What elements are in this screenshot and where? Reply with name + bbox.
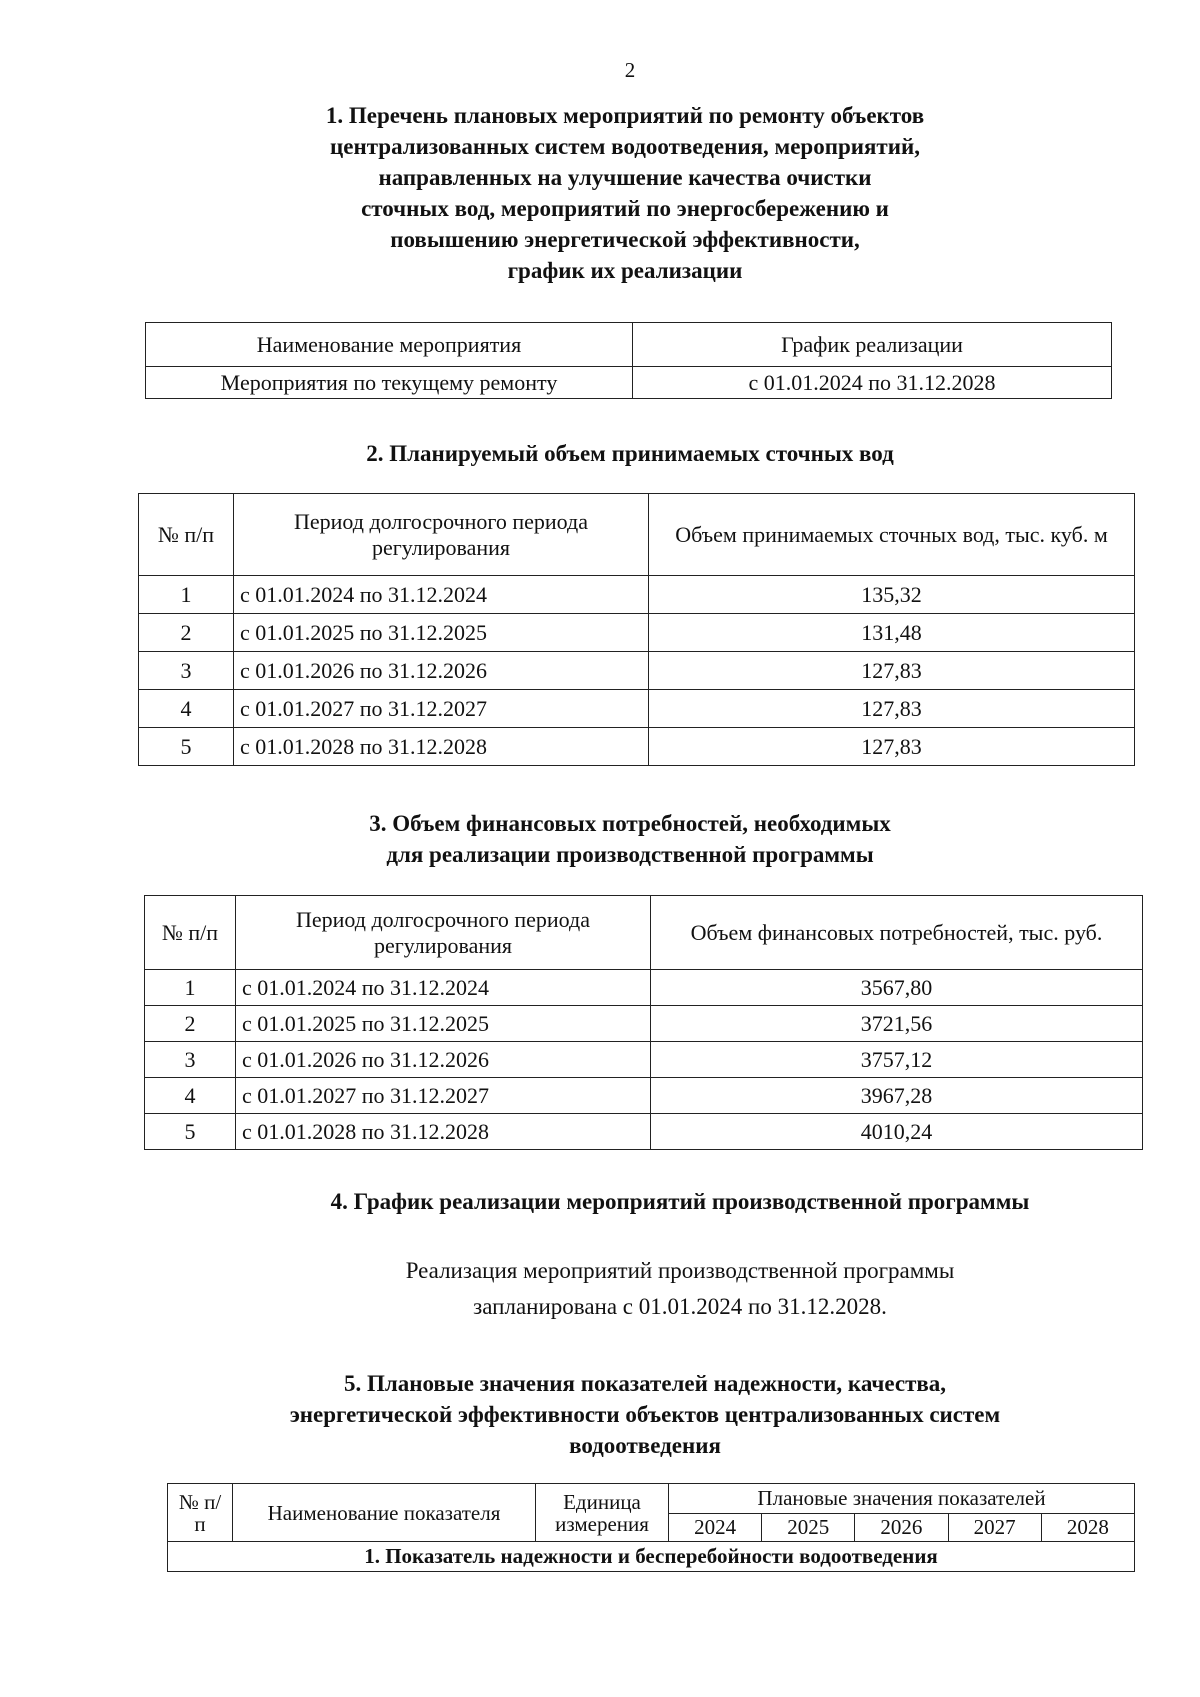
table-cell: 5 — [139, 728, 234, 766]
table-cell: 3567,80 — [651, 970, 1143, 1006]
section4-title-line: 4. График реализации мероприятий производственной программы — [330, 1189, 1030, 1214]
table-cell: 127,83 — [649, 728, 1135, 766]
section2-title-line: 2. Планируемый объем принимаемых сточных вод — [366, 441, 894, 466]
table-cell: с 01.01.2026 по 31.12.2026 — [234, 652, 649, 690]
table-header: Наименование показателя — [233, 1484, 536, 1542]
table-cell: 2 — [139, 614, 234, 652]
table-cell: 1 — [139, 576, 234, 614]
table-header: Период долгосрочного периода регулирования — [236, 896, 651, 970]
table-header: Объем финансовых потребностей, тыс. руб. — [651, 896, 1143, 970]
section1-title-line: повышению энергетической эффективности, — [390, 227, 860, 252]
section5-title — [160, 1368, 1130, 1461]
table-cell: с 01.01.2028 по 31.12.2028 — [234, 728, 649, 766]
table-cell: с 01.01.2028 по 31.12.2028 — [236, 1114, 651, 1150]
table-cell: 1 — [145, 970, 236, 1006]
table-header: Объем принимаемых сточных вод, тыс. куб. м — [649, 494, 1135, 576]
table-cell: 5 — [145, 1114, 236, 1150]
table-cell: 3967,28 — [651, 1078, 1143, 1114]
section1-title-line: 1. Перечень плановых мероприятий по ремонту объектов — [325, 103, 925, 128]
year-header: 2025 — [762, 1514, 855, 1542]
section4-text-line: Реализация мероприятий производственной программы — [405, 1258, 955, 1283]
section4-title — [200, 1186, 1160, 1217]
section1-table — [145, 322, 1112, 399]
section3-title-line: для реализации производственной программы — [386, 842, 874, 867]
table-cell: с 01.01.2024 по 31.12.2028 — [633, 367, 1112, 399]
table-header: № п/п — [139, 494, 234, 576]
table-cell: 4 — [145, 1078, 236, 1114]
table-header: № п/п — [168, 1484, 233, 1542]
section4-text — [250, 1253, 1110, 1325]
table-cell: с 01.01.2026 по 31.12.2026 — [236, 1042, 651, 1078]
section5-title-line: водоотведения — [569, 1433, 721, 1458]
year-header: 2027 — [948, 1514, 1041, 1542]
table-cell: с 01.01.2025 по 31.12.2025 — [236, 1006, 651, 1042]
table-cell: 131,48 — [649, 614, 1135, 652]
year-header: 2024 — [669, 1514, 762, 1542]
table-cell: 3721,56 — [651, 1006, 1143, 1042]
section5-table — [167, 1483, 1135, 1572]
table-cell: 4010,24 — [651, 1114, 1143, 1150]
section2-table — [138, 493, 1135, 766]
group-row: 1. Показатель надежности и бесперебойности водоотведения — [168, 1542, 1135, 1572]
table-header: Наименование мероприятия — [146, 323, 633, 367]
table-cell: 127,83 — [649, 690, 1135, 728]
table-header: № п/п — [145, 896, 236, 970]
table-cell: с 01.01.2025 по 31.12.2025 — [234, 614, 649, 652]
table-cell: Мероприятия по текущему ремонту — [146, 367, 633, 399]
table-cell: с 01.01.2024 по 31.12.2024 — [236, 970, 651, 1006]
section3-title — [180, 808, 1080, 870]
table-cell: с 01.01.2027 по 31.12.2027 — [236, 1078, 651, 1114]
section1-title-line: направленных на улучшение качества очистки — [378, 165, 872, 190]
table-cell: 4 — [139, 690, 234, 728]
section1-title-line: график их реализации — [507, 258, 743, 283]
table-cell: с 01.01.2027 по 31.12.2027 — [234, 690, 649, 728]
section5-title-line: 5. Плановые значения показателей надежности, качества, — [343, 1371, 947, 1396]
table-header: Период долгосрочного периода регулирования — [234, 494, 649, 576]
table-header: Плановые значения показателей — [669, 1484, 1135, 1514]
section1-title — [160, 100, 1090, 286]
year-header: 2028 — [1041, 1514, 1134, 1542]
section3-table — [144, 895, 1143, 1150]
table-cell: 3 — [139, 652, 234, 690]
table-cell: 2 — [145, 1006, 236, 1042]
table-cell: 3 — [145, 1042, 236, 1078]
table-cell: 3757,12 — [651, 1042, 1143, 1078]
year-header: 2026 — [855, 1514, 948, 1542]
section3-title-line: 3. Объем финансовых потребностей, необходимых — [369, 811, 891, 836]
table-header: График реализации — [633, 323, 1112, 367]
section4-text-line: запланирована с 01.01.2024 по 31.12.2028. — [473, 1294, 887, 1319]
section1-title-line: централизованных систем водоотведения, мероприятий, — [329, 134, 920, 159]
table-cell: с 01.01.2024 по 31.12.2024 — [234, 576, 649, 614]
table-header: Единица измерения — [536, 1484, 669, 1542]
table-cell: 135,32 — [649, 576, 1135, 614]
page-number: 2 — [624, 58, 636, 82]
section5-title-line: энергетической эффективности объектов централизованных систем — [289, 1402, 1001, 1427]
section2-title — [180, 438, 1080, 469]
section1-title-line: сточных вод, мероприятий по энергосбережению и — [361, 196, 889, 221]
table-cell: 127,83 — [649, 652, 1135, 690]
